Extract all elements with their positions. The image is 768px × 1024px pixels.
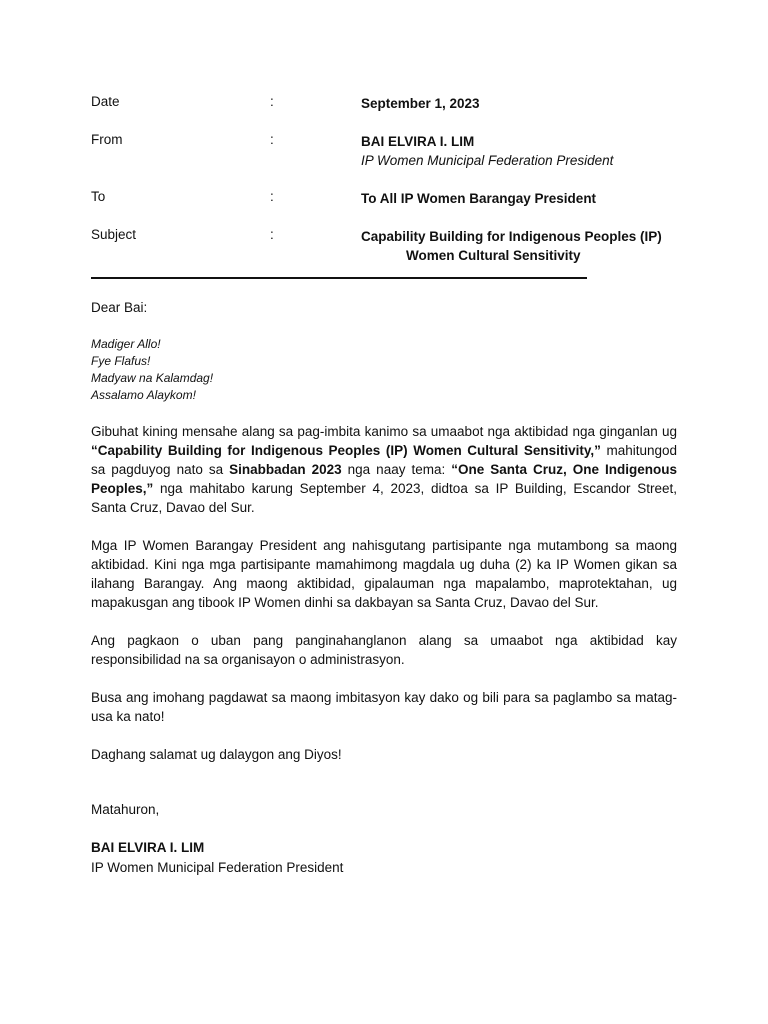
from-colon: : xyxy=(270,132,274,147)
date-colon: : xyxy=(270,94,274,109)
p1-festival-name: Sinabbadan 2023 xyxy=(229,462,342,477)
subject-line-2: Women Cultural Sensitivity xyxy=(406,248,581,263)
to-colon: : xyxy=(270,189,274,204)
p1-theme: “One Santa Cruz, One Indigenous Peoples,” xyxy=(91,462,677,496)
header-divider xyxy=(91,277,587,279)
greeting-2: Fye Flafus! xyxy=(91,354,151,368)
body-paragraph-1 xyxy=(91,422,677,517)
greeting-3: Madyaw na Kalamdag! xyxy=(91,371,214,385)
subject-line-1: Capability Building for Indigenous Peoples (IP) xyxy=(361,229,662,244)
from-title: IP Women Municipal Federation President xyxy=(361,153,614,168)
date-value: September 1, 2023 xyxy=(361,96,480,111)
date-label: Date xyxy=(91,94,120,109)
signature-title: IP Women Municipal Federation President xyxy=(91,860,344,875)
p1-text-2: mahitungod sa pagduyog nato sa xyxy=(91,443,677,477)
body-paragraph-2: Mga IP Women Barangay President ang nahisgutang partisipante nga mutambong sa maong aktibidad. Kini nga mga partisipante mamahimong magdala ug duha (2) ka IP Women gikan sa ilahang Barangay. Ang maong aktibidad, gipalauman nga mapalambo, maprotektahan, ug mapakusgan ang tibook IP Women dinhi sa dakbayan sa Santa Cruz, Davao del Sur. xyxy=(91,538,677,610)
subject-label: Subject xyxy=(91,227,137,242)
from-label: From xyxy=(91,132,123,147)
body-paragraph-5: Daghang salamat ug dalaygon ang Diyos! xyxy=(91,747,342,762)
body-paragraph-4: Busa ang imohang pagdawat sa maong imbitasyon kay dako og bili para sa paglambo sa matag-usa ka nato! xyxy=(91,690,677,724)
body-paragraph-3: Ang pagkaon o uban pang panginahanglanon alang sa umaabot nga aktibidad kay responsibilidad na sa organisayon o administrasyon. xyxy=(91,633,677,667)
subject-value xyxy=(361,227,670,265)
signature-name: BAI ELVIRA I. LIM xyxy=(91,840,205,855)
p1-text-3: nga naay tema: xyxy=(341,462,452,477)
p1-text-4: nga mahitabo karung September 4, 2023, didtoa sa IP Building, Escandor Street, Santa Cruz, Davao del Sur. xyxy=(91,481,677,515)
to-label: To xyxy=(91,189,106,204)
greeting-1: Madiger Allo! xyxy=(91,337,161,351)
to-value: To All IP Women Barangay President xyxy=(361,191,597,206)
subject-colon: : xyxy=(270,227,274,242)
p1-event-title: “Capability Building for Indigenous Peoples (IP) Women Cultural Sensitivity,” xyxy=(91,443,601,458)
greeting-4: Assalamo Alaykom! xyxy=(91,388,196,402)
from-name: BAI ELVIRA I. LIM xyxy=(361,134,475,149)
from-value xyxy=(361,132,670,170)
greetings xyxy=(91,336,213,404)
salutation: Dear Bai: xyxy=(91,300,148,315)
closing: Matahuron, xyxy=(91,802,160,817)
p1-text-1: Gibuhat kining mensahe alang sa pag-imbita kanimo sa umaabot nga aktibidad nga ginganlan ug xyxy=(91,424,677,439)
